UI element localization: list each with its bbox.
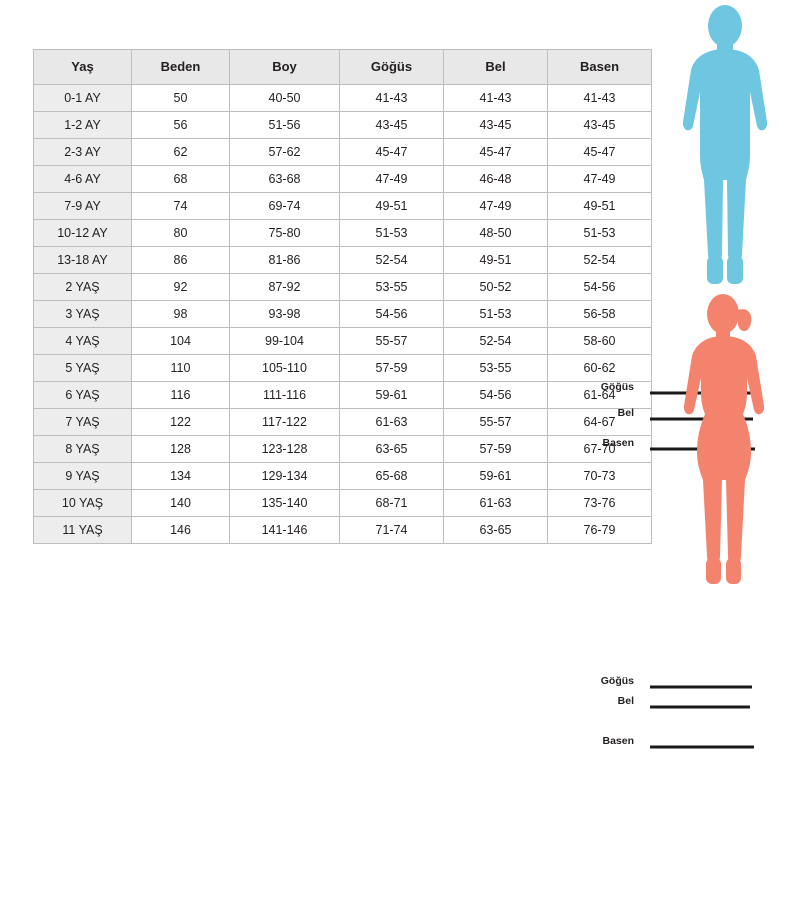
table-row — [34, 166, 652, 193]
table-row — [34, 490, 652, 517]
cell-size: 62 — [132, 139, 230, 166]
table-row — [34, 517, 652, 544]
cell-height: 93-98 — [230, 301, 340, 328]
cell-height: 63-68 — [230, 166, 340, 193]
cell-size: 56 — [132, 112, 230, 139]
table-row — [34, 409, 652, 436]
column-header-size: Beden — [132, 50, 230, 85]
cell-height: 81-86 — [230, 247, 340, 274]
cell-size: 134 — [132, 463, 230, 490]
cell-chest: 54-56 — [340, 301, 444, 328]
body-figures-panel — [600, 0, 800, 747]
cell-chest: 61-63 — [340, 409, 444, 436]
cell-height: 51-56 — [230, 112, 340, 139]
cell-age: 7 YAŞ — [34, 409, 132, 436]
cell-age: 8 YAŞ — [34, 436, 132, 463]
cell-height: 87-92 — [230, 274, 340, 301]
table-row — [34, 274, 652, 301]
cell-age: 13-18 AY — [34, 247, 132, 274]
cell-waist: 61-63 — [444, 490, 548, 517]
size-chart-table — [33, 49, 652, 544]
cell-height: 69-74 — [230, 193, 340, 220]
waist-label: Bel — [617, 695, 634, 707]
cell-size: 146 — [132, 517, 230, 544]
cell-height: 141-146 — [230, 517, 340, 544]
cell-hip: 45-47 — [548, 139, 652, 166]
cell-height: 111-116 — [230, 382, 340, 409]
waist-label: Bel — [617, 407, 634, 419]
cell-size: 86 — [132, 247, 230, 274]
chest-label: Göğüs — [600, 381, 634, 393]
cell-size: 140 — [132, 490, 230, 517]
cell-age: 4-6 AY — [34, 166, 132, 193]
table-row — [34, 382, 652, 409]
cell-hip: 67-70 — [548, 436, 652, 463]
cell-height: 135-140 — [230, 490, 340, 517]
cell-hip: 76-79 — [548, 517, 652, 544]
cell-age: 11 YAŞ — [34, 517, 132, 544]
cell-waist: 45-47 — [444, 139, 548, 166]
cell-chest: 71-74 — [340, 517, 444, 544]
cell-size: 74 — [132, 193, 230, 220]
cell-waist: 46-48 — [444, 166, 548, 193]
cell-height: 117-122 — [230, 409, 340, 436]
cell-height: 57-62 — [230, 139, 340, 166]
table-row — [34, 328, 652, 355]
cell-age: 7-9 AY — [34, 193, 132, 220]
hip-label: Basen — [602, 437, 634, 449]
cell-chest: 55-57 — [340, 328, 444, 355]
cell-waist: 57-59 — [444, 436, 548, 463]
girl-figure — [600, 292, 800, 747]
cell-hip: 73-76 — [548, 490, 652, 517]
cell-chest: 68-71 — [340, 490, 444, 517]
cell-waist: 53-55 — [444, 355, 548, 382]
table-row — [34, 301, 652, 328]
cell-chest: 43-45 — [340, 112, 444, 139]
cell-chest: 49-51 — [340, 193, 444, 220]
cell-waist: 43-45 — [444, 112, 548, 139]
cell-chest: 41-43 — [340, 85, 444, 112]
cell-hip: 54-56 — [548, 274, 652, 301]
cell-height: 105-110 — [230, 355, 340, 382]
column-header-height: Boy — [230, 50, 340, 85]
cell-hip: 49-51 — [548, 193, 652, 220]
cell-waist: 52-54 — [444, 328, 548, 355]
table-row — [34, 247, 652, 274]
chest-label: Göğüs — [600, 675, 634, 687]
cell-waist: 49-51 — [444, 247, 548, 274]
table-header-row — [34, 50, 652, 85]
size-chart-container — [33, 49, 651, 544]
cell-age: 10 YAŞ — [34, 490, 132, 517]
cell-age: 6 YAŞ — [34, 382, 132, 409]
cell-age: 9 YAŞ — [34, 463, 132, 490]
cell-hip: 70-73 — [548, 463, 652, 490]
cell-age: 5 YAŞ — [34, 355, 132, 382]
table-row — [34, 139, 652, 166]
cell-size: 50 — [132, 85, 230, 112]
cell-hip: 43-45 — [548, 112, 652, 139]
cell-chest: 52-54 — [340, 247, 444, 274]
cell-age: 10-12 AY — [34, 220, 132, 247]
boy-figure — [600, 4, 800, 449]
table-row — [34, 220, 652, 247]
cell-height: 129-134 — [230, 463, 340, 490]
table-row — [34, 193, 652, 220]
table-row — [34, 436, 652, 463]
table-row — [34, 463, 652, 490]
cell-height: 99-104 — [230, 328, 340, 355]
cell-size: 68 — [132, 166, 230, 193]
cell-hip: 51-53 — [548, 220, 652, 247]
table-row — [34, 355, 652, 382]
cell-chest: 51-53 — [340, 220, 444, 247]
cell-chest: 53-55 — [340, 274, 444, 301]
cell-waist: 54-56 — [444, 382, 548, 409]
cell-waist: 63-65 — [444, 517, 548, 544]
cell-hip: 41-43 — [548, 85, 652, 112]
column-header-hip: Basen — [548, 50, 652, 85]
cell-chest: 57-59 — [340, 355, 444, 382]
cell-size: 80 — [132, 220, 230, 247]
cell-size: 122 — [132, 409, 230, 436]
cell-hip: 64-67 — [548, 409, 652, 436]
cell-age: 4 YAŞ — [34, 328, 132, 355]
cell-hip: 61-64 — [548, 382, 652, 409]
column-header-waist: Bel — [444, 50, 548, 85]
cell-height: 123-128 — [230, 436, 340, 463]
cell-chest: 59-61 — [340, 382, 444, 409]
cell-age: 1-2 AY — [34, 112, 132, 139]
cell-size: 92 — [132, 274, 230, 301]
cell-waist: 47-49 — [444, 193, 548, 220]
cell-age: 3 YAŞ — [34, 301, 132, 328]
cell-chest: 45-47 — [340, 139, 444, 166]
table-row — [34, 112, 652, 139]
hip-label: Basen — [602, 735, 634, 747]
cell-waist: 55-57 — [444, 409, 548, 436]
column-header-age: Yaş — [34, 50, 132, 85]
table-row — [34, 85, 652, 112]
cell-age: 0-1 AY — [34, 85, 132, 112]
cell-size: 104 — [132, 328, 230, 355]
cell-size: 98 — [132, 301, 230, 328]
cell-height: 40-50 — [230, 85, 340, 112]
cell-waist: 41-43 — [444, 85, 548, 112]
cell-chest: 63-65 — [340, 436, 444, 463]
cell-hip: 52-54 — [548, 247, 652, 274]
cell-size: 110 — [132, 355, 230, 382]
column-header-chest: Göğüs — [340, 50, 444, 85]
cell-waist: 50-52 — [444, 274, 548, 301]
cell-hip: 47-49 — [548, 166, 652, 193]
cell-chest: 47-49 — [340, 166, 444, 193]
cell-size: 128 — [132, 436, 230, 463]
cell-waist: 48-50 — [444, 220, 548, 247]
cell-waist: 51-53 — [444, 301, 548, 328]
cell-size: 116 — [132, 382, 230, 409]
cell-height: 75-80 — [230, 220, 340, 247]
cell-hip: 60-62 — [548, 355, 652, 382]
cell-waist: 59-61 — [444, 463, 548, 490]
cell-chest: 65-68 — [340, 463, 444, 490]
cell-hip: 56-58 — [548, 301, 652, 328]
cell-age: 2-3 AY — [34, 139, 132, 166]
cell-hip: 58-60 — [548, 328, 652, 355]
cell-age: 2 YAŞ — [34, 274, 132, 301]
